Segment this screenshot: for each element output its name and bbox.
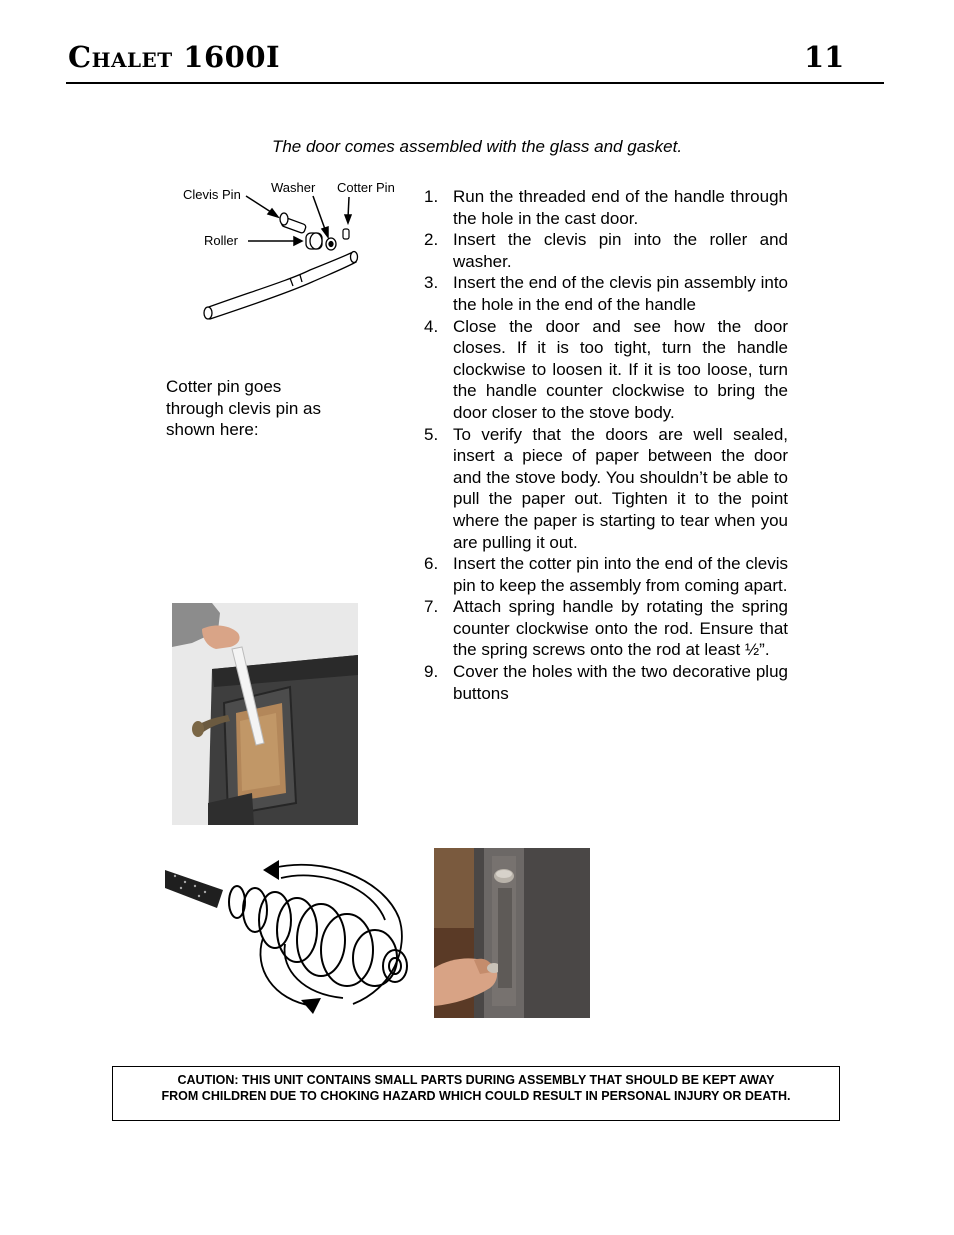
cotter-pin-drawing (343, 229, 349, 239)
clevis-pin-drawing (280, 213, 307, 234)
handle-assembly-diagram (160, 172, 410, 337)
caution-box (112, 1066, 840, 1121)
list-item: 5. To verify that the doors are well sealed, insert a piece of paper between the door and the stove body. You shouldn’t be able to pull the paper out. Tighten it to the point where the paper is starting to tear when you are pulling it out. (424, 424, 788, 552)
label-cotter-pin: Cotter Pin (337, 180, 395, 195)
instruction-list (424, 186, 788, 704)
paper-test-photo (172, 603, 358, 830)
handle-drawing (204, 252, 358, 320)
list-item: 6. Insert the cotter pin into the end of the clevis pin to keep the assembly from coming apart. (424, 554, 788, 595)
list-item: 7. Attach spring handle by rotating the spring counter clockwise onto the rod. Ensure that the spring screws onto the rod at least ½”. (424, 597, 788, 660)
label-roller: Roller (204, 233, 238, 248)
plug-button-photo (434, 848, 590, 1023)
spring-handle-drawing (163, 848, 413, 1023)
arrowhead-icon (263, 860, 279, 880)
washer-drawing (326, 238, 336, 250)
page-number: 11 (804, 40, 845, 74)
spring-coils (229, 886, 407, 986)
list-item: 2. Insert the clevis pin into the roller and washer. (424, 230, 788, 271)
caution-line-1: CAUTION: THIS UNIT CONTAINS SMALL PARTS DURING ASSEMBLY THAT SHOULD BE KEPT AWAY (177, 1073, 775, 1087)
handle-assembly-drawing (160, 172, 410, 332)
caution-line-2: FROM CHILDREN DUE TO CHOKING HAZARD WHICH COULD RESULT IN PERSONAL INJURY OR DEATH. (161, 1089, 791, 1103)
header-divider (66, 82, 884, 84)
page-title: Chalet 1600I (68, 40, 281, 74)
list-item: 1. Run the threaded end of the handle through the hole in the cast door. (424, 187, 788, 228)
list-item: 3. Insert the end of the clevis pin assembly into the hole in the end of the handle (424, 273, 788, 314)
list-item: 9. Cover the holes with the two decorative plug buttons (424, 662, 788, 703)
pointer-arrows (246, 196, 351, 245)
arrowhead-icon (301, 998, 321, 1014)
roller-drawing (306, 233, 322, 249)
label-washer: Washer (271, 180, 316, 195)
list-item: 4. Close the door and see how the door closes. If it is too tight, turn the handle clockwise to loosen it. If it is too loose, turn the handle counter clockwise to bring the door closer to the stove body. (424, 316, 788, 422)
cotter-pin-note: Cotter pin goes through clevis pin as shown here: (166, 377, 321, 440)
label-clevis-pin: Clevis Pin (183, 187, 241, 202)
intro-text: The door comes assembled with the glass and gasket. (271, 137, 683, 156)
